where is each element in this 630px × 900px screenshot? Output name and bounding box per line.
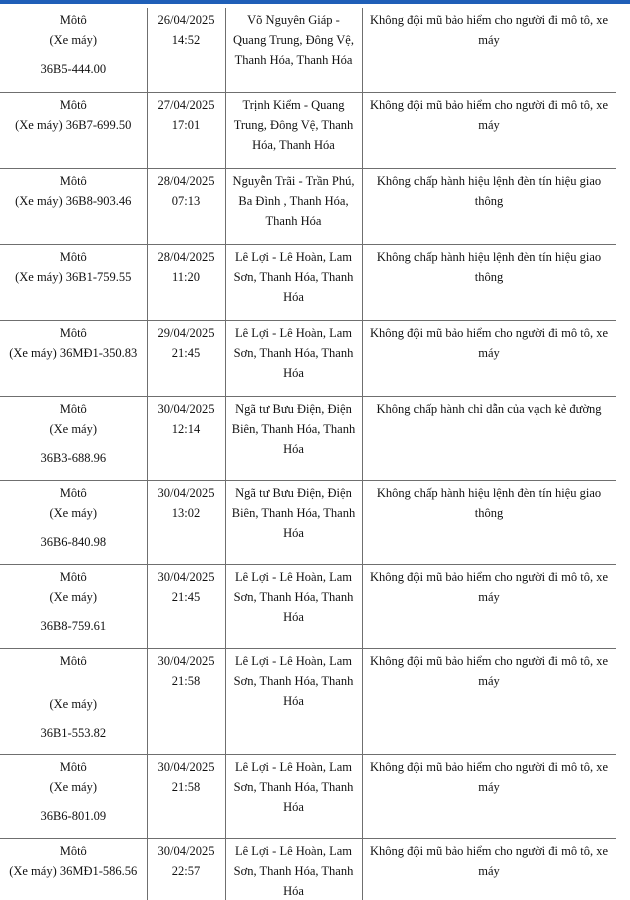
vehicle-plate: (Xe máy) 36B7-699.50 xyxy=(15,117,132,132)
violation-time: 17:01 xyxy=(171,117,201,132)
violation-cell xyxy=(362,396,616,480)
violation-cell xyxy=(362,168,616,244)
violation-time: 22:57 xyxy=(171,863,201,878)
violation-cell xyxy=(362,92,616,168)
violation-location: Lê Lợi - Lê Hoàn, Lam Sơn, Thanh Hóa, Thanh Hóa xyxy=(233,843,354,898)
vehicle-plate: 36B6-840.98 xyxy=(40,534,107,549)
datetime-cell xyxy=(147,396,225,480)
violation-description: Không chấp hành hiệu lệnh đèn tín hiệu giao thông xyxy=(376,485,602,520)
page-right-margin xyxy=(616,8,630,900)
vehicle-type: Môtô xyxy=(59,97,87,112)
datetime-cell xyxy=(147,838,225,900)
violation-time: 13:02 xyxy=(171,505,201,520)
table-row xyxy=(0,480,616,564)
violations-table-body xyxy=(0,8,616,900)
location-cell xyxy=(225,564,362,648)
violation-description: Không đội mũ bảo hiểm cho người đi mô tô, xe máy xyxy=(369,97,608,132)
datetime-cell xyxy=(147,480,225,564)
violation-location: Võ Nguyên Giáp - Quang Trung, Đông Vệ, Thanh Hóa, Thanh Hóa xyxy=(233,13,354,67)
violation-date: 30/04/2025 xyxy=(157,843,215,858)
table-row xyxy=(0,244,616,320)
vehicle-cell xyxy=(0,564,147,648)
vehicle-plate: 36B6-801.09 xyxy=(40,808,107,823)
datetime-cell xyxy=(147,564,225,648)
table-row xyxy=(0,168,616,244)
vehicle-cell xyxy=(0,244,147,320)
datetime-cell xyxy=(147,8,225,92)
violation-location: Lê Lợi - Lê Hoàn, Lam Sơn, Thanh Hóa, Thanh Hóa xyxy=(233,325,354,380)
violation-cell xyxy=(362,480,616,564)
violation-cell xyxy=(362,564,616,648)
vehicle-plate: (Xe máy) xyxy=(49,33,98,47)
location-cell xyxy=(225,754,362,838)
vehicle-type: Môtô xyxy=(59,173,87,188)
datetime-cell xyxy=(147,244,225,320)
violation-time: 21:58 xyxy=(171,673,201,688)
violation-description: Không chấp hành hiệu lệnh đèn tín hiệu giao thông xyxy=(376,249,602,284)
violation-time: 21:58 xyxy=(171,779,201,794)
violation-cell xyxy=(362,648,616,754)
datetime-cell xyxy=(147,754,225,838)
violation-time: 21:45 xyxy=(171,345,201,360)
violation-description: Không chấp hành chỉ dẫn của vạch kẻ đường xyxy=(376,401,602,416)
violation-location: Lê Lợi - Lê Hoàn, Lam Sơn, Thanh Hóa, Thanh Hóa xyxy=(233,653,354,708)
datetime-cell xyxy=(147,320,225,396)
violation-location: Lê Lợi - Lê Hoàn, Lam Sơn, Thanh Hóa, Thanh Hóa xyxy=(233,759,354,814)
vehicle-plate: (Xe máy) xyxy=(49,696,98,711)
violation-time: 14:52 xyxy=(171,33,201,47)
violation-location: Trịnh Kiểm - Quang Trung, Đông Vệ, Thanh Hóa, Thanh Hóa xyxy=(233,97,354,152)
table-row xyxy=(0,838,616,900)
violation-description: Không đội mũ bảo hiểm cho người đi mô tô, xe máy xyxy=(369,843,608,878)
location-cell xyxy=(225,320,362,396)
violation-date: 28/04/2025 xyxy=(157,249,215,264)
vehicle-cell xyxy=(0,648,147,754)
violation-description: Không đội mũ bảo hiểm cho người đi mô tô, xe máy xyxy=(369,13,608,47)
violation-date: 30/04/2025 xyxy=(157,569,215,584)
violation-date: 27/04/2025 xyxy=(157,97,215,112)
table-row xyxy=(0,754,616,838)
vehicle-type: Môtô xyxy=(59,249,87,264)
violation-description: Không chấp hành hiệu lệnh đèn tín hiệu giao thông xyxy=(376,173,602,208)
violation-location: Lê Lợi - Lê Hoàn, Lam Sơn, Thanh Hóa, Thanh Hóa xyxy=(233,249,354,304)
vehicle-cell xyxy=(0,396,147,480)
vehicle-type: Môtô xyxy=(59,653,87,668)
vehicle-cell xyxy=(0,168,147,244)
vehicle-plate: (Xe máy) 36MĐ1-350.83 xyxy=(9,345,138,360)
table-row xyxy=(0,564,616,648)
vehicle-type: Môtô xyxy=(59,401,87,416)
violation-location: Lê Lợi - Lê Hoàn, Lam Sơn, Thanh Hóa, Thanh Hóa xyxy=(233,569,354,624)
vehicle-type: Môtô xyxy=(59,569,87,584)
table-row xyxy=(0,648,616,754)
vehicle-plate: 36B5-444.00 xyxy=(40,62,107,76)
location-cell xyxy=(225,8,362,92)
vehicle-cell xyxy=(0,838,147,900)
vehicle-plate: (Xe máy) xyxy=(49,589,98,604)
location-cell xyxy=(225,480,362,564)
top-accent-bar xyxy=(0,0,630,4)
violation-date: 26/04/2025 xyxy=(157,13,215,27)
violation-location: Ngã tư Bưu Điện, Điện Biên, Thanh Hóa, Thanh Hóa xyxy=(231,485,356,540)
violation-cell xyxy=(362,754,616,838)
datetime-cell xyxy=(147,168,225,244)
violation-description: Không đội mũ bảo hiểm cho người đi mô tô, xe máy xyxy=(369,653,608,688)
location-cell xyxy=(225,838,362,900)
violation-time: 07:13 xyxy=(171,193,201,208)
table-row xyxy=(0,92,616,168)
location-cell xyxy=(225,396,362,480)
vehicle-plate: 36B3-688.96 xyxy=(40,450,107,465)
violation-time: 21:45 xyxy=(171,589,201,604)
vehicle-plate: (Xe máy) 36B1-759.55 xyxy=(15,269,132,284)
vehicle-cell xyxy=(0,8,147,92)
violation-date: 28/04/2025 xyxy=(157,173,215,188)
vehicle-plate: 36B1-553.82 xyxy=(40,725,107,740)
vehicle-plate: (Xe máy) 36MĐ1-586.56 xyxy=(9,863,138,878)
vehicle-plate: 36B8-759.61 xyxy=(40,618,107,633)
violation-date: 30/04/2025 xyxy=(157,485,215,500)
location-cell xyxy=(225,92,362,168)
table-row xyxy=(0,320,616,396)
datetime-cell xyxy=(147,648,225,754)
violation-cell xyxy=(362,838,616,900)
table-row xyxy=(0,396,616,480)
vehicle-plate: (Xe máy) xyxy=(49,421,98,436)
violation-time: 12:14 xyxy=(171,421,201,436)
violation-date: 29/04/2025 xyxy=(157,325,215,340)
violation-date: 30/04/2025 xyxy=(157,401,215,416)
table-row xyxy=(0,8,616,92)
vehicle-plate: (Xe máy) xyxy=(49,505,98,520)
vehicle-type: Môtô xyxy=(59,325,87,340)
violation-date: 30/04/2025 xyxy=(157,759,215,774)
vehicle-type: Môtô xyxy=(59,485,87,500)
violation-description: Không đội mũ bảo hiểm cho người đi mô tô, xe máy xyxy=(369,325,608,360)
violation-cell xyxy=(362,244,616,320)
violation-description: Không đội mũ bảo hiểm cho người đi mô tô, xe máy xyxy=(369,569,608,604)
location-cell xyxy=(225,168,362,244)
datetime-cell xyxy=(147,92,225,168)
vehicle-cell xyxy=(0,320,147,396)
vehicle-type: Môtô xyxy=(59,843,87,858)
violation-cell xyxy=(362,8,616,92)
violation-date: 30/04/2025 xyxy=(157,653,215,668)
vehicle-cell xyxy=(0,480,147,564)
violation-time: 11:20 xyxy=(171,269,200,284)
vehicle-plate: (Xe máy) 36B8-903.46 xyxy=(15,193,132,208)
vehicle-cell xyxy=(0,92,147,168)
violation-description: Không đội mũ bảo hiểm cho người đi mô tô, xe máy xyxy=(369,759,608,794)
vehicle-plate: (Xe máy) xyxy=(49,779,98,794)
location-cell xyxy=(225,648,362,754)
vehicle-type: Môtô xyxy=(59,13,87,27)
vehicle-cell xyxy=(0,754,147,838)
violation-location: Ngã tư Bưu Điện, Điện Biên, Thanh Hóa, Thanh Hóa xyxy=(231,401,356,456)
violations-table xyxy=(0,8,617,900)
violation-location: Nguyễn Trãi - Trần Phú, Ba Đình , Thanh Hóa, Thanh Hóa xyxy=(232,173,355,228)
vehicle-type: Môtô xyxy=(59,759,87,774)
violation-cell xyxy=(362,320,616,396)
location-cell xyxy=(225,244,362,320)
